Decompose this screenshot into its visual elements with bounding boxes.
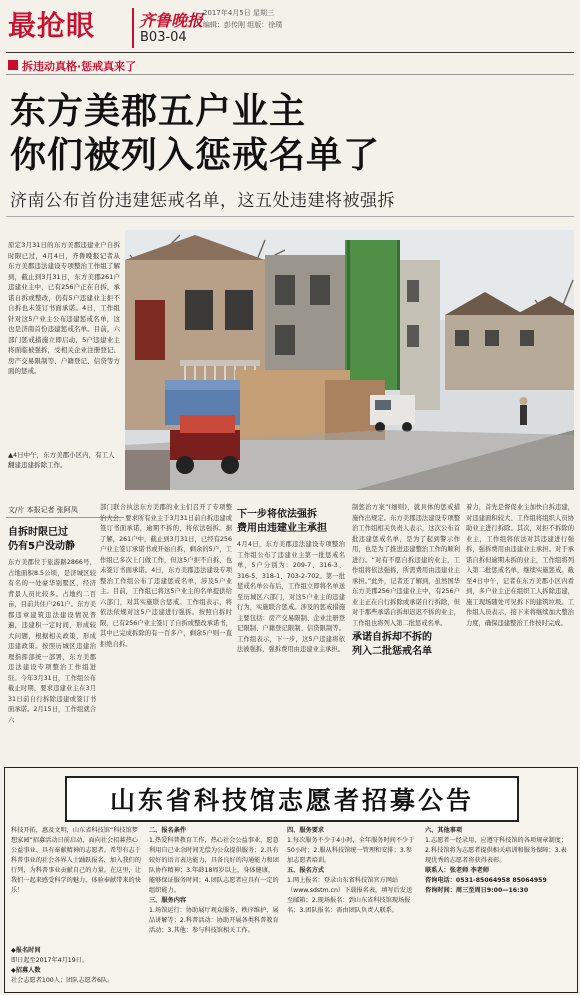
- column-4-heading-line-1: 承诺自拆却不拆的: [352, 632, 432, 643]
- conditions-body: 1.热爱科普教育工作，热心社会公益事业，愿意利用自己业余时间无偿为公众提供服务；2.具有较好的语言表达能力，具备良好的沟通能力和团队协作精神；3.年龄18周岁以上，身体健康，能够保证服务时间；4.团队志愿者应具有一定的组织能力。: [149, 837, 279, 894]
- subhead-rule: [6, 216, 574, 217]
- notice-column-2: [149, 826, 279, 936]
- column-1-heading-line-2: 仍有5户没动静: [8, 541, 75, 552]
- headline: [10, 90, 380, 178]
- section-label: 拆违动真格·惩戒真来了: [22, 60, 137, 73]
- paper-name: 齐鲁晚报: [139, 11, 204, 30]
- lead-paragraph: 原定3月31日的东方美郡违建业户自拆时限已过，4月4日，齐鲁晚报记者从东方美郡违法建设专项整治工作组了解到，截止到3月31日，东方美郡261户违建业主中，已有256户正在自拆，承诺自拆或整改，仍有5户违建业主拒不自拆也未签订书面承诺。4日，工作组针对这5户业主公布违建惩戒名单，这也是济南首份违建惩戒名单。目前，六部门惩戒措施立即启动，5户违建业主将面临被强拆，受相关企业注册登记、房产交易限制等、户籍登记、信贷等方面的惩戒。: [8, 241, 120, 375]
- headline-line-2: 你们被列入惩戒名单了: [10, 135, 381, 176]
- column-3-heading-line-1: 下一步将依法强拆: [237, 509, 317, 520]
- signup-time-heading: ◆报名时间: [11, 947, 41, 954]
- byline: 文/片 本报记者 张阿凤: [8, 506, 78, 514]
- other-body: 1.志愿者一经录用，应遵守科技馆的各项规章制度；2.科技馆将为志愿者提供相关培训和服务保障；3.表现优秀的志愿者将获得表彰。: [425, 837, 568, 864]
- signup-method-body: 1.网上报名：登录山东省科技馆官方网站（www.sdstm.cn）下载报名表，填写后发送至邮箱；2.现场报名：到山东省科技馆现场报名；3.团队报名：需由团队负责人联系。: [287, 877, 413, 914]
- column-3-heading-line-2: 费用由违建业主承担: [237, 523, 327, 534]
- masthead-divider: [132, 8, 134, 48]
- section-title: 最抢眼: [8, 9, 96, 42]
- requirements-body: 1.每次服务不少于4小时，全年服务时间不少于50小时；2.服从科技馆统一管理和安排；3.参加志愿者培训。: [287, 837, 415, 864]
- notice-column-4: [425, 826, 571, 896]
- column-3-body: 4月4日，东方美郡违法建设专项整治工作组公布了违建业主第一批惩戒名单，5户分别为：209-7、316-3、316-5、318-1、703-2-702。第一批惩戒名单公布后，工作组立即将名单送至历城区六部门，对这5户业主的违建行为，实施联合惩戒。涉及的惩戒措施主要包括：房产交易限制、企业注册登记限制、户籍登记限制、信贷限制等。工作组表示，下一步，这5户违建将依法被强拆，强拆费用由违建业主承担。: [237, 541, 345, 653]
- recruit-count-heading: ◆招募人数: [11, 967, 41, 974]
- date-line: 2017年4月5日 星期三: [203, 9, 274, 17]
- editor-line: 编辑：彭传刚 组版：徐璞: [203, 21, 283, 29]
- contact-hours: 咨询时间：周三至周日9:00—16:30: [425, 887, 529, 894]
- notice-column-3: [287, 826, 417, 916]
- conditions-heading: 二、报名条件: [149, 827, 187, 834]
- notice-title: 山东省科技馆志愿者招募公告: [65, 776, 519, 822]
- service-body: 1.场馆运行：协助展厅观众服务、秩序维护、展品讲解等；2.科普活动：协助开展各类科普教育活动；3.其他：参与科技馆相关工作。: [149, 907, 279, 934]
- notice-column-1-footer: [11, 946, 141, 986]
- page-code: B03-04: [140, 30, 187, 45]
- contact-phone: 咨询电话：0531-85064958 85064959: [425, 877, 547, 884]
- column-4-body-top: 制惩治方案”(细则)，就具体的惩戒措施作出规定。东方美郡违法建设专项整治工作组相关负责人表示，这次公布首批违建惩戒名单，是为了起到警示作用，也是为了推进违建整治工作的顺利进行。“对有不愿自拆违建的业主，工作组将依法强拆，所需费用由违建业主承担。”此外，记者还了解到，虽然国华东方美郡256户违建业主中，有256户业主正在自行拆除或承诺自行拆除，但对于那些承诺自拆却迟迟不拆的业主，工作组也将列入第二批惩戒名单。: [352, 504, 460, 627]
- column-1-heading-line-1: 自拆时限已过: [8, 527, 68, 538]
- article-column-3: [237, 508, 345, 656]
- contact-person: 联系人：张老师 李老师: [425, 867, 490, 874]
- column-4-heading-line-2: 列入二批惩戒名单: [352, 646, 432, 657]
- article-column-2: 部门联合执法东方美郡的业主们召开了专项整治大会，要求所有业主于3月31日前自拆违建或签订书面承诺，逾期不拆的，将依法强拆。据了解，261户中，截止到3月31日，已经有256户业主签订承诺书或开始自拆，剩余的5户，工作组已多次上门做工作，但这5户拒不自拆、也未签订书面承诺。4日，东方美郡违法建设专项整治工作组公布了违建惩戒名单，涉及5户业主。目前，工作组已将这5户业主的名单提供给六部门，对其实施联合惩戒。工作组表示，将依法依规对这5户违建进行强拆。按照自拆时限，已有256户业主签订了自拆或整改承诺书，其中已完成拆除的有一百多户，剩余5户则一直拒绝自拆。: [100, 504, 232, 648]
- service-heading: 三、服务内容: [149, 897, 187, 904]
- headline-line-1: 东方美郡五户业主: [10, 91, 307, 132]
- article-column-5: 着力，首先是督促业主加快自拆违建，对违建面积较大、工作组将组织人员协助业主进行拆除。其次，对拒不拆除的业主，工作组将依法对其违建进行强拆，强拆费用由违建业主承担。对于承诺自拆但逾期未拆的业主，工作组将列入第二批惩戒名单，继续实施惩戒。截至4日中午，记者在东方美郡小区内看到，多户业主正在组织工人拆除违建，施工现场随处可见拆下的建筑垃圾。工作组人员表示，接下来将继续加大整治力度，确保违建整治工作按时完成。: [466, 504, 574, 627]
- other-heading: 六、其他事项: [425, 827, 463, 834]
- column-1-body: 东方美郡位于旅游路2866号，占地面积8.5公顷，是济城区较有名的一处豪华别墅区，经济背景人员比较多。占地约二百亩，目前共住户261户。东方美郡违章建筑违法建设情况普遍，违建积一定时间，形成较大问题，根据相关政策，形成违建政策。按照历城区违建治理指挥部统一部署，东方美郡违法建设专项整治工作组进驻。今年3月31日，工作组公布截止时期，要求违建业主在3月31日前自行拆除违建或签订书面承诺。2月15日，工作组就合六: [8, 559, 96, 724]
- photo-caption: ▲4日中午，东方美郡小区内，有工人翻建违建拆除工作。: [8, 451, 115, 469]
- signup-method-heading: 五、报名方式: [287, 867, 325, 874]
- article-column-1: [8, 526, 96, 726]
- recruit-count-value: 社会志愿者100人；团队志愿者6队。: [11, 977, 114, 984]
- signup-time-value: 即日起至2017年4月19日。: [11, 957, 89, 964]
- masthead-rule: [6, 52, 574, 53]
- recruitment-notice: [4, 767, 578, 993]
- requirements-heading: 四、服务要求: [287, 827, 325, 834]
- article-column-4: [352, 503, 460, 659]
- subheadline: 济南公布首份违建惩戒名单，这五处违建将被强拆: [10, 191, 395, 211]
- notice-intro: 科技开拓，惠及文明，山东省科技馆“科技馆梦想家园”招募活动日前启动，面向社会招募热心公益事业、具有奉献精神的志愿者。希望有志于科普事业的社会各界人士踊跃报名，加入我们的行列，为科普事业贡献自己的力量。在这里，让我们一起来感受科学的魅力，体验奉献带来的快乐！: [11, 827, 141, 894]
- section-marker: [8, 60, 18, 70]
- section-rule: [6, 74, 574, 75]
- news-photo: [125, 230, 574, 490]
